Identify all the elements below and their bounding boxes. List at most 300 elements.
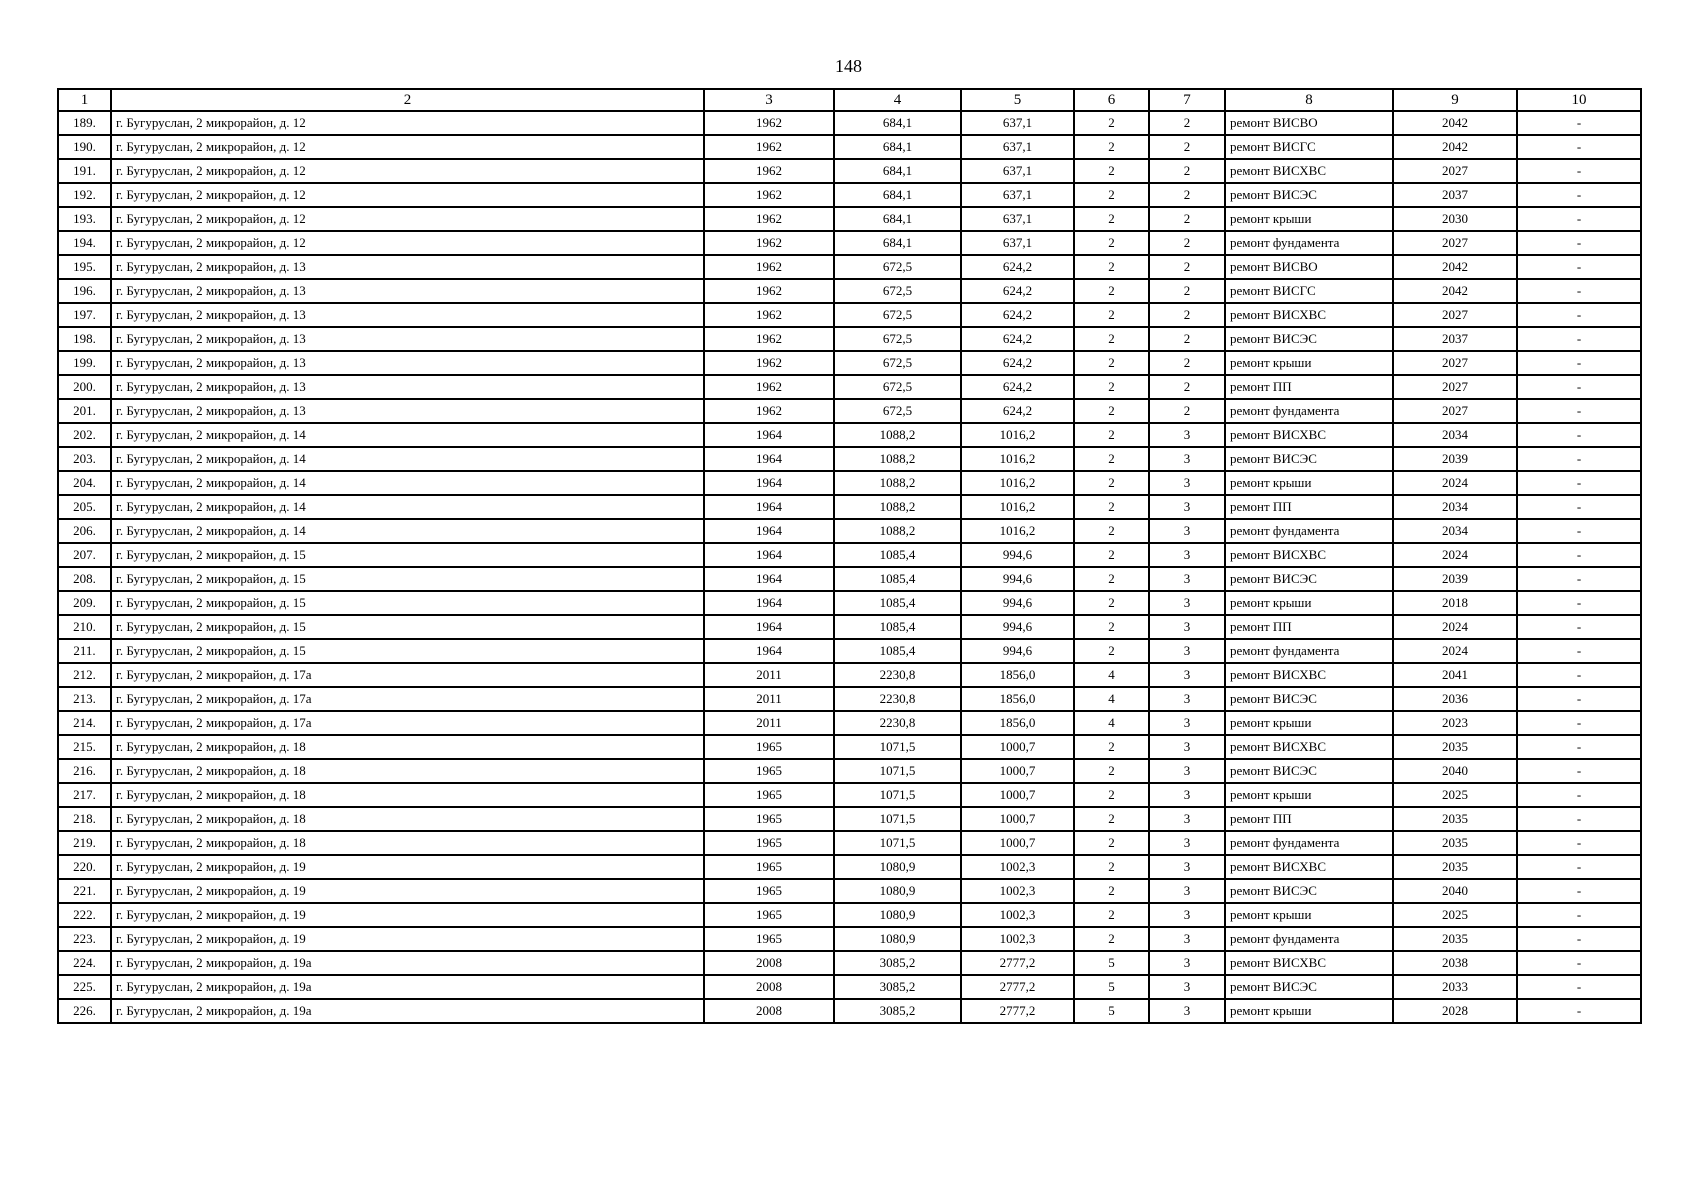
cell-row-number: 199. (58, 351, 111, 375)
cell-living-area: 994,6 (961, 591, 1074, 615)
cell-address: г. Бугуруслан, 2 микрорайон, д. 18 (111, 807, 704, 831)
cell-row-number: 215. (58, 735, 111, 759)
cell-note: - (1517, 639, 1641, 663)
cell-entrances: 2 (1149, 231, 1225, 255)
cell-floors: 2 (1074, 807, 1149, 831)
cell-entrances: 3 (1149, 735, 1225, 759)
cell-address: г. Бугуруслан, 2 микрорайон, д. 14 (111, 519, 704, 543)
cell-note: - (1517, 807, 1641, 831)
cell-planned-year: 2027 (1393, 351, 1517, 375)
table-body (58, 111, 1641, 1023)
cell-row-number: 213. (58, 687, 111, 711)
table-row (58, 519, 1641, 543)
cell-row-number: 207. (58, 543, 111, 567)
cell-note: - (1517, 735, 1641, 759)
cell-address: г. Бугуруслан, 2 микрорайон, д. 12 (111, 183, 704, 207)
cell-work-type: ремонт ВИСЭС (1225, 759, 1393, 783)
cell-work-type: ремонт ВИСХВС (1225, 159, 1393, 183)
cell-planned-year: 2024 (1393, 471, 1517, 495)
cell-year-built: 1962 (704, 399, 834, 423)
cell-work-type: ремонт ВИСХВС (1225, 951, 1393, 975)
cell-living-area: 994,6 (961, 615, 1074, 639)
cell-total-area: 672,5 (834, 303, 961, 327)
cell-row-number: 219. (58, 831, 111, 855)
table-row (58, 711, 1641, 735)
cell-living-area: 637,1 (961, 231, 1074, 255)
cell-floors: 5 (1074, 951, 1149, 975)
cell-note: - (1517, 951, 1641, 975)
cell-work-type: ремонт фундамента (1225, 231, 1393, 255)
cell-note: - (1517, 927, 1641, 951)
cell-living-area: 637,1 (961, 159, 1074, 183)
cell-planned-year: 2042 (1393, 255, 1517, 279)
cell-living-area: 637,1 (961, 111, 1074, 135)
cell-year-built: 1965 (704, 759, 834, 783)
cell-floors: 4 (1074, 663, 1149, 687)
cell-floors: 2 (1074, 135, 1149, 159)
cell-entrances: 3 (1149, 423, 1225, 447)
cell-living-area: 1856,0 (961, 711, 1074, 735)
cell-year-built: 2008 (704, 999, 834, 1023)
cell-year-built: 1964 (704, 615, 834, 639)
cell-note: - (1517, 255, 1641, 279)
cell-address: г. Бугуруслан, 2 микрорайон, д. 15 (111, 615, 704, 639)
cell-work-type: ремонт крыши (1225, 351, 1393, 375)
cell-floors: 2 (1074, 183, 1149, 207)
cell-floors: 5 (1074, 975, 1149, 999)
cell-year-built: 1962 (704, 375, 834, 399)
cell-planned-year: 2025 (1393, 903, 1517, 927)
cell-planned-year: 2034 (1393, 423, 1517, 447)
cell-entrances: 3 (1149, 543, 1225, 567)
cell-work-type: ремонт крыши (1225, 471, 1393, 495)
cell-row-number: 225. (58, 975, 111, 999)
header-cell-work-type: 8 (1225, 89, 1393, 111)
table-row (58, 999, 1641, 1023)
cell-total-area: 1085,4 (834, 615, 961, 639)
cell-work-type: ремонт ВИСХВС (1225, 543, 1393, 567)
cell-row-number: 200. (58, 375, 111, 399)
cell-note: - (1517, 975, 1641, 999)
cell-year-built: 1964 (704, 519, 834, 543)
cell-total-area: 684,1 (834, 207, 961, 231)
cell-note: - (1517, 615, 1641, 639)
cell-address: г. Бугуруслан, 2 микрорайон, д. 15 (111, 567, 704, 591)
cell-note: - (1517, 423, 1641, 447)
cell-living-area: 624,2 (961, 351, 1074, 375)
cell-total-area: 672,5 (834, 327, 961, 351)
cell-total-area: 2230,8 (834, 711, 961, 735)
cell-work-type: ремонт фундамента (1225, 639, 1393, 663)
cell-work-type: ремонт ВИСЭС (1225, 879, 1393, 903)
table-row (58, 903, 1641, 927)
cell-floors: 2 (1074, 759, 1149, 783)
cell-address: г. Бугуруслан, 2 микрорайон, д. 13 (111, 303, 704, 327)
cell-total-area: 684,1 (834, 135, 961, 159)
cell-planned-year: 2024 (1393, 639, 1517, 663)
table-row (58, 279, 1641, 303)
cell-note: - (1517, 543, 1641, 567)
cell-living-area: 637,1 (961, 183, 1074, 207)
cell-address: г. Бугуруслан, 2 микрорайон, д. 13 (111, 255, 704, 279)
cell-floors: 2 (1074, 735, 1149, 759)
cell-note: - (1517, 855, 1641, 879)
cell-entrances: 2 (1149, 135, 1225, 159)
cell-year-built: 1965 (704, 783, 834, 807)
cell-planned-year: 2025 (1393, 783, 1517, 807)
table-row (58, 231, 1641, 255)
cell-note: - (1517, 663, 1641, 687)
cell-year-built: 1962 (704, 159, 834, 183)
header-cell-note: 10 (1517, 89, 1641, 111)
cell-note: - (1517, 183, 1641, 207)
table-row (58, 975, 1641, 999)
cell-floors: 2 (1074, 471, 1149, 495)
cell-planned-year: 2037 (1393, 183, 1517, 207)
cell-total-area: 684,1 (834, 231, 961, 255)
cell-entrances: 3 (1149, 591, 1225, 615)
cell-address: г. Бугуруслан, 2 микрорайон, д. 19а (111, 975, 704, 999)
cell-total-area: 3085,2 (834, 951, 961, 975)
cell-floors: 2 (1074, 351, 1149, 375)
cell-note: - (1517, 711, 1641, 735)
table-row (58, 375, 1641, 399)
cell-year-built: 1962 (704, 351, 834, 375)
cell-year-built: 1962 (704, 207, 834, 231)
cell-floors: 2 (1074, 327, 1149, 351)
table-row (58, 351, 1641, 375)
cell-note: - (1517, 495, 1641, 519)
cell-planned-year: 2035 (1393, 927, 1517, 951)
cell-entrances: 3 (1149, 687, 1225, 711)
cell-year-built: 2008 (704, 975, 834, 999)
cell-entrances: 3 (1149, 639, 1225, 663)
cell-row-number: 214. (58, 711, 111, 735)
cell-work-type: ремонт ВИСЭС (1225, 183, 1393, 207)
cell-note: - (1517, 279, 1641, 303)
cell-total-area: 3085,2 (834, 975, 961, 999)
cell-living-area: 1002,3 (961, 927, 1074, 951)
cell-address: г. Бугуруслан, 2 микрорайон, д. 18 (111, 735, 704, 759)
table-row (58, 927, 1641, 951)
cell-note: - (1517, 135, 1641, 159)
cell-entrances: 2 (1149, 255, 1225, 279)
table-row (58, 255, 1641, 279)
cell-row-number: 211. (58, 639, 111, 663)
cell-total-area: 1071,5 (834, 831, 961, 855)
cell-row-number: 201. (58, 399, 111, 423)
cell-total-area: 1085,4 (834, 543, 961, 567)
cell-planned-year: 2035 (1393, 831, 1517, 855)
cell-year-built: 1962 (704, 255, 834, 279)
cell-floors: 2 (1074, 423, 1149, 447)
cell-year-built: 2011 (704, 663, 834, 687)
cell-planned-year: 2030 (1393, 207, 1517, 231)
cell-floors: 2 (1074, 615, 1149, 639)
cell-planned-year: 2027 (1393, 375, 1517, 399)
cell-year-built: 1964 (704, 471, 834, 495)
cell-work-type: ремонт ПП (1225, 495, 1393, 519)
cell-floors: 2 (1074, 783, 1149, 807)
header-cell-floors: 6 (1074, 89, 1149, 111)
cell-note: - (1517, 447, 1641, 471)
cell-note: - (1517, 231, 1641, 255)
cell-total-area: 684,1 (834, 159, 961, 183)
cell-year-built: 1964 (704, 639, 834, 663)
cell-living-area: 994,6 (961, 567, 1074, 591)
cell-planned-year: 2042 (1393, 135, 1517, 159)
cell-planned-year: 2035 (1393, 807, 1517, 831)
cell-note: - (1517, 879, 1641, 903)
cell-planned-year: 2024 (1393, 543, 1517, 567)
cell-work-type: ремонт ВИСХВС (1225, 855, 1393, 879)
cell-floors: 2 (1074, 639, 1149, 663)
cell-planned-year: 2027 (1393, 231, 1517, 255)
cell-address: г. Бугуруслан, 2 микрорайон, д. 19 (111, 855, 704, 879)
cell-floors: 2 (1074, 447, 1149, 471)
cell-row-number: 226. (58, 999, 111, 1023)
cell-row-number: 204. (58, 471, 111, 495)
cell-total-area: 1088,2 (834, 519, 961, 543)
cell-address: г. Бугуруслан, 2 микрорайон, д. 18 (111, 759, 704, 783)
cell-entrances: 2 (1149, 303, 1225, 327)
cell-year-built: 1962 (704, 327, 834, 351)
page-number: 148 (835, 56, 862, 76)
cell-living-area: 1000,7 (961, 831, 1074, 855)
cell-living-area: 624,2 (961, 255, 1074, 279)
cell-note: - (1517, 783, 1641, 807)
cell-living-area: 624,2 (961, 303, 1074, 327)
cell-work-type: ремонт ВИСЭС (1225, 567, 1393, 591)
cell-total-area: 1071,5 (834, 735, 961, 759)
table-row (58, 471, 1641, 495)
cell-address: г. Бугуруслан, 2 микрорайон, д. 19а (111, 951, 704, 975)
cell-total-area: 672,5 (834, 279, 961, 303)
cell-floors: 2 (1074, 279, 1149, 303)
cell-row-number: 202. (58, 423, 111, 447)
cell-entrances: 3 (1149, 711, 1225, 735)
cell-planned-year: 2024 (1393, 615, 1517, 639)
cell-total-area: 1088,2 (834, 447, 961, 471)
cell-address: г. Бугуруслан, 2 микрорайон, д. 15 (111, 591, 704, 615)
cell-year-built: 1965 (704, 855, 834, 879)
cell-note: - (1517, 567, 1641, 591)
cell-total-area: 1088,2 (834, 471, 961, 495)
cell-work-type: ремонт ВИСЭС (1225, 327, 1393, 351)
cell-note: - (1517, 687, 1641, 711)
cell-entrances: 2 (1149, 279, 1225, 303)
cell-floors: 2 (1074, 231, 1149, 255)
cell-address: г. Бугуруслан, 2 микрорайон, д. 14 (111, 495, 704, 519)
cell-note: - (1517, 351, 1641, 375)
cell-floors: 4 (1074, 711, 1149, 735)
cell-floors: 5 (1074, 999, 1149, 1023)
cell-address: г. Бугуруслан, 2 микрорайон, д. 14 (111, 447, 704, 471)
cell-year-built: 1965 (704, 903, 834, 927)
cell-address: г. Бугуруслан, 2 микрорайон, д. 12 (111, 207, 704, 231)
cell-total-area: 3085,2 (834, 999, 961, 1023)
cell-floors: 2 (1074, 591, 1149, 615)
cell-entrances: 3 (1149, 975, 1225, 999)
cell-planned-year: 2039 (1393, 567, 1517, 591)
cell-address: г. Бугуруслан, 2 микрорайон, д. 12 (111, 111, 704, 135)
cell-floors: 2 (1074, 255, 1149, 279)
cell-planned-year: 2027 (1393, 159, 1517, 183)
cell-planned-year: 2027 (1393, 399, 1517, 423)
cell-year-built: 1964 (704, 543, 834, 567)
cell-living-area: 1016,2 (961, 471, 1074, 495)
cell-address: г. Бугуруслан, 2 микрорайон, д. 15 (111, 543, 704, 567)
table-row (58, 855, 1641, 879)
cell-address: г. Бугуруслан, 2 микрорайон, д. 19а (111, 999, 704, 1023)
cell-row-number: 192. (58, 183, 111, 207)
cell-note: - (1517, 591, 1641, 615)
cell-work-type: ремонт ВИСХВС (1225, 423, 1393, 447)
cell-entrances: 2 (1149, 183, 1225, 207)
table-row (58, 735, 1641, 759)
cell-floors: 2 (1074, 375, 1149, 399)
cell-living-area: 1000,7 (961, 735, 1074, 759)
cell-row-number: 194. (58, 231, 111, 255)
cell-entrances: 3 (1149, 519, 1225, 543)
cell-total-area: 1085,4 (834, 639, 961, 663)
cell-address: г. Бугуруслан, 2 микрорайон, д. 14 (111, 423, 704, 447)
cell-note: - (1517, 759, 1641, 783)
cell-living-area: 1000,7 (961, 759, 1074, 783)
cell-entrances: 3 (1149, 615, 1225, 639)
table-row (58, 447, 1641, 471)
cell-address: г. Бугуруслан, 2 микрорайон, д. 17а (111, 663, 704, 687)
table-row (58, 183, 1641, 207)
cell-entrances: 2 (1149, 399, 1225, 423)
cell-entrances: 3 (1149, 447, 1225, 471)
cell-work-type: ремонт ПП (1225, 807, 1393, 831)
table-row (58, 303, 1641, 327)
cell-planned-year: 2028 (1393, 999, 1517, 1023)
cell-address: г. Бугуруслан, 2 микрорайон, д. 12 (111, 231, 704, 255)
cell-work-type: ремонт ВИСВО (1225, 255, 1393, 279)
cell-entrances: 2 (1149, 375, 1225, 399)
cell-planned-year: 2018 (1393, 591, 1517, 615)
cell-planned-year: 2035 (1393, 855, 1517, 879)
table-row (58, 663, 1641, 687)
cell-entrances: 3 (1149, 567, 1225, 591)
cell-living-area: 1002,3 (961, 879, 1074, 903)
cell-living-area: 2777,2 (961, 975, 1074, 999)
cell-living-area: 1002,3 (961, 855, 1074, 879)
cell-work-type: ремонт ВИСГС (1225, 279, 1393, 303)
cell-total-area: 1085,4 (834, 567, 961, 591)
cell-row-number: 217. (58, 783, 111, 807)
cell-total-area: 684,1 (834, 111, 961, 135)
cell-floors: 2 (1074, 543, 1149, 567)
cell-total-area: 672,5 (834, 399, 961, 423)
cell-row-number: 224. (58, 951, 111, 975)
cell-row-number: 193. (58, 207, 111, 231)
cell-work-type: ремонт фундамента (1225, 831, 1393, 855)
cell-work-type: ремонт ВИСЭС (1225, 975, 1393, 999)
cell-total-area: 1071,5 (834, 783, 961, 807)
cell-entrances: 2 (1149, 351, 1225, 375)
cell-note: - (1517, 831, 1641, 855)
cell-work-type: ремонт крыши (1225, 711, 1393, 735)
cell-note: - (1517, 375, 1641, 399)
cell-note: - (1517, 471, 1641, 495)
table-row (58, 207, 1641, 231)
cell-address: г. Бугуруслан, 2 микрорайон, д. 19 (111, 903, 704, 927)
cell-total-area: 2230,8 (834, 687, 961, 711)
cell-living-area: 1000,7 (961, 807, 1074, 831)
cell-year-built: 1965 (704, 879, 834, 903)
cell-row-number: 220. (58, 855, 111, 879)
cell-floors: 2 (1074, 519, 1149, 543)
cell-living-area: 1856,0 (961, 663, 1074, 687)
cell-address: г. Бугуруслан, 2 микрорайон, д. 12 (111, 135, 704, 159)
cell-planned-year: 2042 (1393, 279, 1517, 303)
table-row (58, 951, 1641, 975)
cell-floors: 2 (1074, 855, 1149, 879)
cell-planned-year: 2033 (1393, 975, 1517, 999)
table-row (58, 591, 1641, 615)
cell-row-number: 222. (58, 903, 111, 927)
header-row (58, 89, 1641, 111)
cell-floors: 2 (1074, 495, 1149, 519)
cell-planned-year: 2034 (1393, 495, 1517, 519)
cell-work-type: ремонт ВИСЭС (1225, 447, 1393, 471)
cell-work-type: ремонт ВИСВО (1225, 111, 1393, 135)
cell-work-type: ремонт фундамента (1225, 927, 1393, 951)
cell-row-number: 198. (58, 327, 111, 351)
cell-note: - (1517, 111, 1641, 135)
header-cell-row-number: 1 (58, 89, 111, 111)
header-cell-year-built: 3 (704, 89, 834, 111)
cell-entrances: 2 (1149, 207, 1225, 231)
table-row (58, 639, 1641, 663)
table-row (58, 495, 1641, 519)
cell-floors: 2 (1074, 927, 1149, 951)
table-row (58, 567, 1641, 591)
cell-planned-year: 2023 (1393, 711, 1517, 735)
cell-entrances: 2 (1149, 111, 1225, 135)
cell-entrances: 3 (1149, 495, 1225, 519)
cell-planned-year: 2037 (1393, 327, 1517, 351)
cell-living-area: 1002,3 (961, 903, 1074, 927)
cell-row-number: 223. (58, 927, 111, 951)
cell-address: г. Бугуруслан, 2 микрорайон, д. 13 (111, 279, 704, 303)
cell-year-built: 1965 (704, 735, 834, 759)
cell-note: - (1517, 999, 1641, 1023)
cell-row-number: 189. (58, 111, 111, 135)
cell-row-number: 210. (58, 615, 111, 639)
cell-planned-year: 2040 (1393, 879, 1517, 903)
table-row (58, 111, 1641, 135)
cell-address: г. Бугуруслан, 2 микрорайон, д. 17а (111, 711, 704, 735)
cell-note: - (1517, 207, 1641, 231)
cell-planned-year: 2042 (1393, 111, 1517, 135)
cell-entrances: 3 (1149, 663, 1225, 687)
cell-entrances: 3 (1149, 855, 1225, 879)
cell-entrances: 3 (1149, 951, 1225, 975)
cell-total-area: 672,5 (834, 351, 961, 375)
cell-entrances: 3 (1149, 999, 1225, 1023)
table-row (58, 327, 1641, 351)
cell-row-number: 191. (58, 159, 111, 183)
cell-floors: 2 (1074, 159, 1149, 183)
cell-living-area: 994,6 (961, 543, 1074, 567)
cell-work-type: ремонт ПП (1225, 615, 1393, 639)
cell-total-area: 1088,2 (834, 495, 961, 519)
cell-work-type: ремонт фундамента (1225, 399, 1393, 423)
